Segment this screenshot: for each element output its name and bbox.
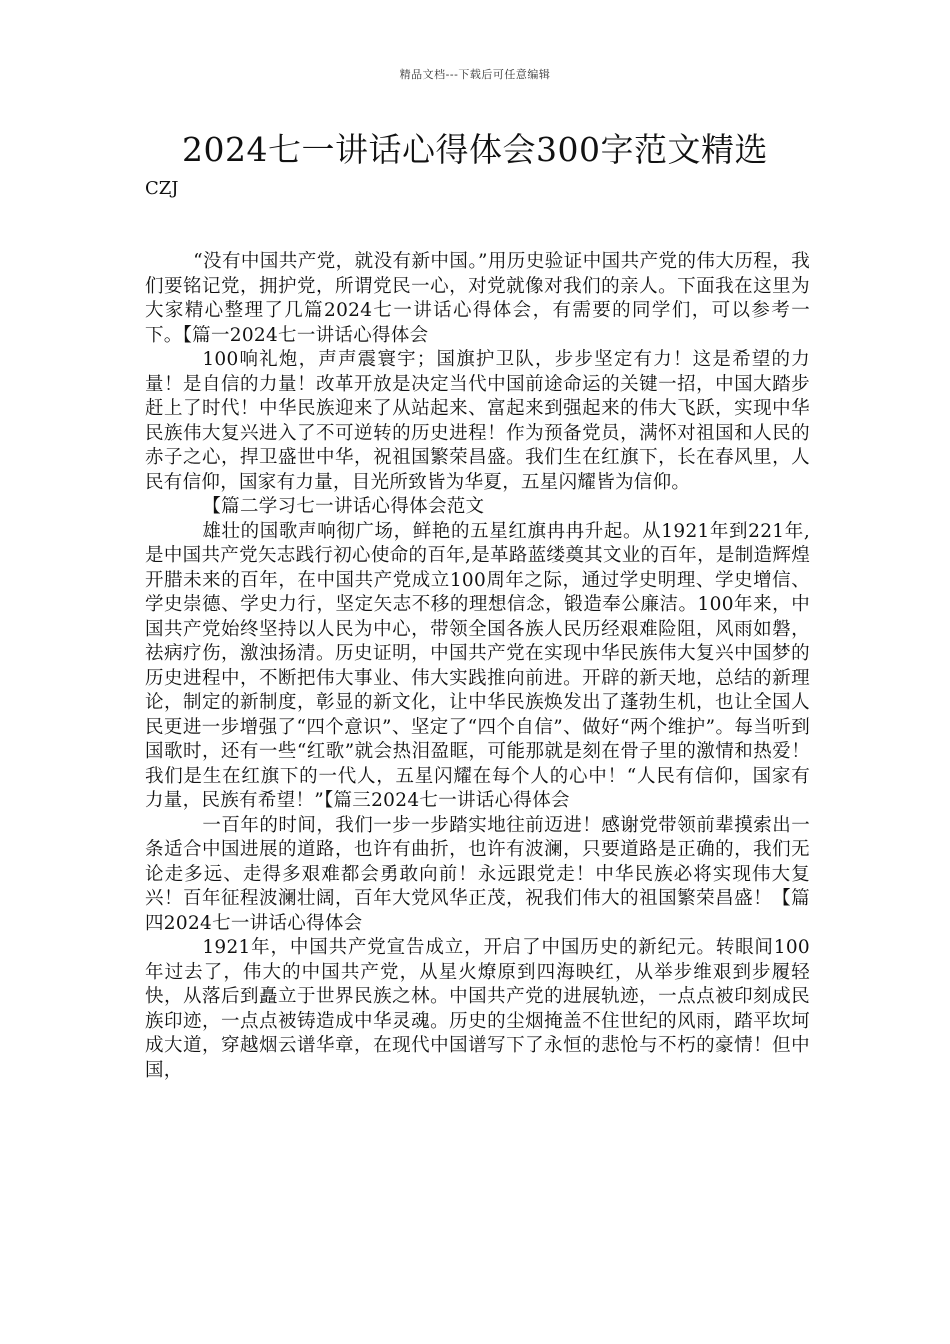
document-title: 2024七一讲话心得体会300字范文精选: [182, 130, 768, 169]
paragraph-four: 1921年，中国共产党宣告成立，开启了中国历史的新纪元。转眼间100年过去了，伟大的中国共产党，从星火燎原到四海映红，从举步维艰到步履轻快，从落后到矗立于世界民族之林。中国共产党的进展轨迹，一点点被印刻成民族印迹，一点点被铸造成中华灵魂。历史的尘烟掩盖不住世纪的风雨，踏平坎坷成大道，穿越烟云谱华章，在现代中国谱写下了永恒的悲怆与不朽的豪情！但中国，: [145, 937, 810, 1081]
paragraph-one: 100响礼炮，声声震寰宇；国旗护卫队，步步坚定有力！这是希望的力量！是自信的力量！改革开放是决定当代中国前途命运的关键一招，中国大踏步赶上了时代！中华民族迎来了从站起来、富起来到强起来的伟大飞跃，实现中华民族伟大复兴进入了不可逆转的历史进程！作为预备党员，满怀对祖国和人民的赤子之心，捍卫盛世中华，祝祖国繁荣昌盛。我们生在红旗下，长在春风里，人民有信仰，国家有力量，目光所致皆为华夏，五星闪耀皆为信仰。: [145, 349, 810, 493]
document-body: [145, 250, 810, 1083]
paragraph-two: 雄壮的国歌声响彻广场，鲜艳的五星红旗冉冉升起。从1921年到221年,是中国共产党矢志践行初心使命的百年,是革路蓝缕奠其文业的百年，是制造辉煌开腊未来的百年，在中国共产党成立100周年之际，通过学史明理、学史增信、学史崇德、学史力行，坚定矢志不移的理想信念，锻造奉公廉洁。100年来，中国共产党始终坚持以人民为中心，带领全国各族人民历经艰难险阻，风雨如磐，祛病疗伤，激浊扬清。历史证明，中国共产党在实现中华民族伟大复兴中国梦的历史进程中，不断把伟大事业、伟大实践推向前进。开辟的新天地，总结的新理论，制定的新制度，彰显的新文化，让中华民族焕发出了蓬勃生机，也让全国人民更进一步增强了“四个意识”、坚定了“四个自信”、做好“两个维护”。每当听到国歌时，还有一些“红歌”就会热泪盈眶，可能那就是刻在骨子里的激情和热爱！我们是生在红旗下的一代人，五星闪耀在每个人的心中！“人民有信仰，国家有力量，民族有希望！”【篇三2024七一讲话心得体会: [145, 520, 810, 811]
paragraph-intro: “没有中国共产党，就没有新中国。”用历史验证中国共产党的伟大历程，我们要铭记党，拥护党，所谓党民一心，对党就像对我们的亲人。下面我在这里为大家精心整理了几篇2024七一讲话心得体会，有需要的同学们，可以参考一下。【篇一2024七一讲话心得体会: [145, 251, 810, 346]
section-heading-two: 【篇二学习七一讲话心得体会范文: [202, 496, 485, 517]
header-note: 精品文档---下载后可任意编辑: [399, 68, 551, 81]
author-name: CZJ: [145, 178, 179, 199]
paragraph-three: 一百年的时间，我们一步一步踏实地往前迈进！感谢党带领前辈摸索出一条适合中国进展的道路，也许有曲折，也许有波澜，只要道路是正确的，我们无论走多远、走得多艰难都会勇敢向前！永远跟党走！中华民族必将实现伟大复兴！百年征程波澜壮阔，百年大党风华正茂，祝我们伟大的祖国繁荣昌盛！【篇四2024七一讲话心得体会: [145, 814, 810, 934]
